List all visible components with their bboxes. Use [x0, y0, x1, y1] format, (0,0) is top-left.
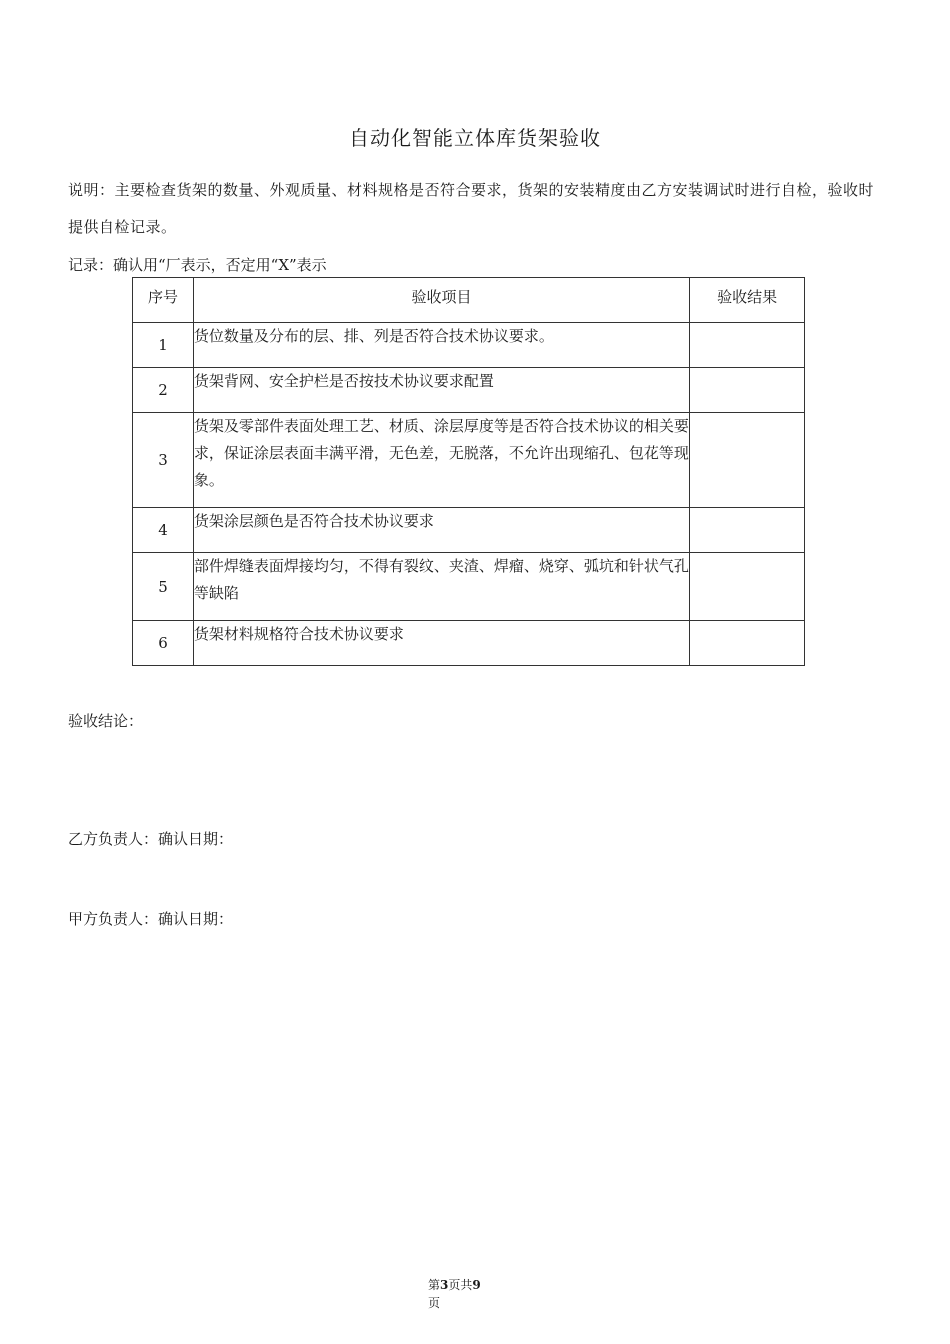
row-result-cell[interactable]	[690, 553, 805, 621]
table-row	[133, 553, 805, 621]
record-note: 记录：确认用“厂表示，否定用“X”表示	[68, 256, 327, 274]
row-item: 货架材料规格符合技术协议要求	[193, 621, 689, 666]
header-result: 验收结果	[690, 278, 805, 323]
row-no: 5	[133, 553, 194, 621]
header-no: 序号	[133, 278, 194, 323]
row-no: 6	[133, 621, 194, 666]
table-row	[133, 508, 805, 553]
table-header-row	[133, 278, 805, 323]
row-no: 4	[133, 508, 194, 553]
party-a-signature-line: 甲方负责人：确认日期：	[68, 910, 234, 928]
row-item: 货架涂层颜色是否符合技术协议要求	[193, 508, 689, 553]
row-item: 货位数量及分布的层、排、列是否符合技术协议要求。	[193, 323, 689, 368]
footer-mid: 页共	[448, 1278, 473, 1292]
table-row	[133, 368, 805, 413]
row-no: 2	[133, 368, 194, 413]
row-no: 3	[133, 413, 194, 508]
table-row	[133, 413, 805, 508]
table-row	[133, 621, 805, 666]
row-result-cell[interactable]	[690, 323, 805, 368]
table-row	[133, 323, 805, 368]
footer-page-number: 3	[440, 1278, 449, 1292]
row-result-cell[interactable]	[690, 413, 805, 508]
header-item: 验收项目	[193, 278, 689, 323]
row-result-cell[interactable]	[690, 368, 805, 413]
row-item: 部件焊缝表面焊接均匀，不得有裂纹、夹渣、焊瘤、烧穿、弧坑和针状气孔等缺陷	[193, 553, 689, 621]
description-paragraph: 说明：主要检查货架的数量、外观质量、材料规格是否符合要求，货架的安装精度由乙方安装调试时进行自检，验收时提供自检记录。	[68, 181, 875, 236]
row-result-cell[interactable]	[690, 621, 805, 666]
acceptance-table	[132, 277, 805, 666]
footer-suffix: 页	[428, 1296, 441, 1310]
footer-prefix: 第	[428, 1278, 441, 1292]
row-result-cell[interactable]	[690, 508, 805, 553]
row-item: 货架背网、安全护栏是否按技术协议要求配置	[193, 368, 689, 413]
row-item: 货架及零部件表面处理工艺、材质、涂层厚度等是否符合技术协议的相关要求，保证涂层表面丰满平滑，无色差，无脱落，不允许出现缩孔、包花等现象。	[193, 413, 689, 508]
document-title: 自动化智能立体库货架验收	[349, 126, 601, 150]
footer-page-total: 9	[472, 1278, 481, 1292]
page-footer	[428, 1276, 518, 1312]
conclusion-label: 验收结论：	[68, 712, 144, 730]
row-no: 1	[133, 323, 194, 368]
party-b-signature-line: 乙方负责人：确认日期：	[68, 830, 234, 848]
